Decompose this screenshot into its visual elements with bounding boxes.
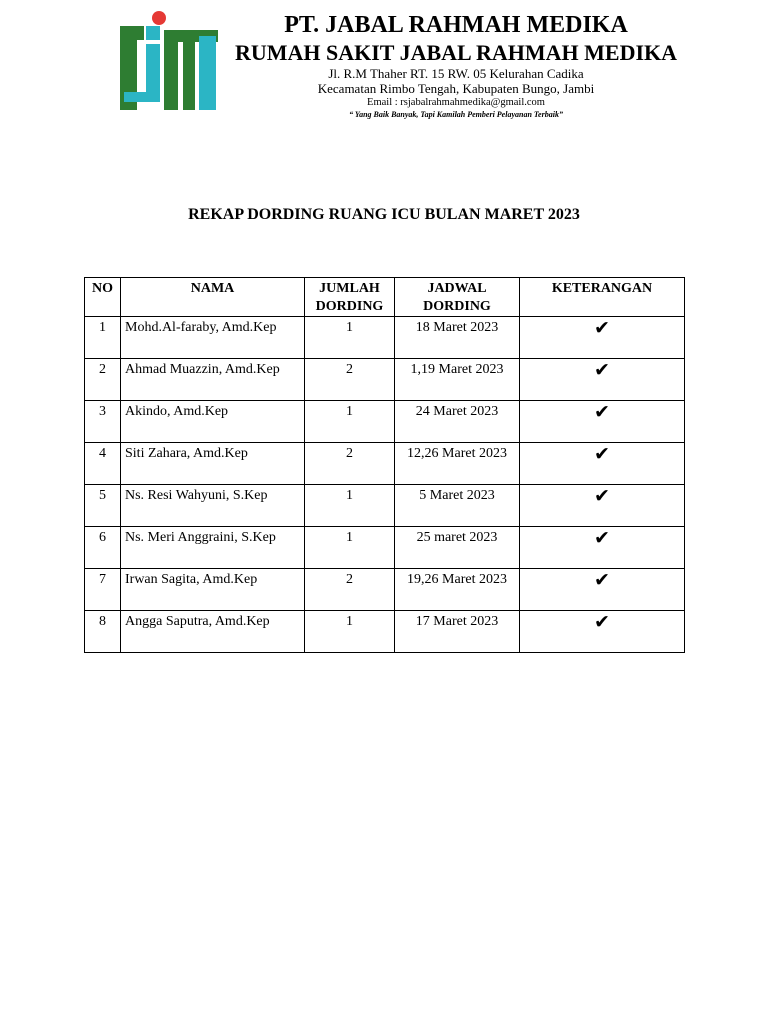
table-row — [85, 485, 685, 527]
cell-jumlah: 1 — [305, 401, 395, 443]
cell-jadwal: 24 Maret 2023 — [395, 401, 520, 443]
header-no: NO — [85, 278, 121, 317]
checkmark-icon: ✔ — [594, 317, 610, 339]
cell-nama: Ns. Meri Anggraini, S.Kep — [121, 527, 305, 569]
address-line-2: Kecamatan Rimbo Tengah, Kabupaten Bungo, Jambi — [317, 81, 595, 96]
cell-keterangan — [520, 443, 685, 485]
cell-keterangan — [520, 611, 685, 653]
letterhead — [118, 10, 688, 118]
cell-no: 4 — [85, 443, 121, 485]
cell-nama: Siti Zahara, Amd.Kep — [121, 443, 305, 485]
cell-no: 2 — [85, 359, 121, 401]
cell-nama: Ns. Resi Wahyuni, S.Kep — [121, 485, 305, 527]
cell-keterangan — [520, 485, 685, 527]
checkmark-icon: ✔ — [594, 401, 610, 423]
checkmark-icon: ✔ — [594, 485, 610, 507]
table-row — [85, 359, 685, 401]
cell-jadwal: 18 Maret 2023 — [395, 317, 520, 359]
table-row — [85, 527, 685, 569]
letterhead-text — [226, 12, 686, 120]
cell-jadwal: 25 maret 2023 — [395, 527, 520, 569]
cell-keterangan — [520, 569, 685, 611]
header-nama: NAMA — [121, 278, 305, 317]
cell-jadwal: 5 Maret 2023 — [395, 485, 520, 527]
checkmark-icon: ✔ — [594, 359, 610, 381]
cell-nama: Akindo, Amd.Kep — [121, 401, 305, 443]
cell-no: 7 — [85, 569, 121, 611]
cell-keterangan — [520, 317, 685, 359]
header-jadwal-dording — [395, 278, 520, 317]
cell-keterangan — [520, 359, 685, 401]
cell-no: 1 — [85, 317, 121, 359]
cell-no: 5 — [85, 485, 121, 527]
cell-nama: Irwan Sagita, Amd.Kep — [121, 569, 305, 611]
table-header-row — [85, 278, 685, 317]
cell-jadwal: 17 Maret 2023 — [395, 611, 520, 653]
cell-no: 8 — [85, 611, 121, 653]
cell-jumlah: 1 — [305, 527, 395, 569]
header-keterangan: KETERANGAN — [520, 278, 685, 317]
cell-jumlah: 2 — [305, 359, 395, 401]
table-row — [85, 611, 685, 653]
table-row — [85, 569, 685, 611]
cell-jumlah: 1 — [305, 611, 395, 653]
cell-jumlah: 1 — [305, 317, 395, 359]
checkmark-icon: ✔ — [594, 569, 610, 591]
company-name: PT. JABAL RAHMAH MEDIKA — [284, 12, 628, 38]
cell-jumlah: 1 — [305, 485, 395, 527]
slogan: “ Yang Baik Banyak, Tapi Kamilah Pemberi Pelayanan Terbaik” — [349, 110, 563, 119]
cell-jadwal: 19,26 Maret 2023 — [395, 569, 520, 611]
header-jumlah-dording — [305, 278, 395, 317]
header-jadwal-line1: JADWAL — [427, 281, 487, 296]
cell-jadwal: 12,26 Maret 2023 — [395, 443, 520, 485]
checkmark-icon: ✔ — [594, 443, 610, 465]
table-row — [85, 317, 685, 359]
cell-nama: Mohd.Al-faraby, Amd.Kep — [121, 317, 305, 359]
cell-nama: Ahmad Muazzin, Amd.Kep — [121, 359, 305, 401]
header-jadwal-line2: DORDING — [423, 299, 491, 314]
header-jumlah-line1: JUMLAH — [319, 281, 380, 296]
cell-jumlah: 2 — [305, 569, 395, 611]
table-row — [85, 401, 685, 443]
cell-keterangan — [520, 527, 685, 569]
checkmark-icon: ✔ — [594, 611, 610, 633]
hospital-logo — [118, 10, 220, 110]
cell-jumlah: 2 — [305, 443, 395, 485]
header-jumlah-line2: DORDING — [315, 299, 384, 314]
cell-keterangan — [520, 401, 685, 443]
cell-no: 3 — [85, 401, 121, 443]
checkmark-icon: ✔ — [594, 527, 610, 549]
cell-jadwal: 1,19 Maret 2023 — [395, 359, 520, 401]
rekap-table — [84, 277, 685, 653]
hospital-name: RUMAH SAKIT JABAL RAHMAH MEDIKA — [234, 40, 678, 65]
address-line-1: Jl. R.M Thaher RT. 15 RW. 05 Kelurahan Cadika — [328, 66, 584, 81]
email-line: Email : rsjabalrahmahmedika@gmail.com — [367, 97, 545, 108]
table-row — [85, 443, 685, 485]
document-title: REKAP DORDING RUANG ICU BULAN MARET 2023 — [188, 206, 580, 223]
cell-nama: Angga Saputra, Amd.Kep — [121, 611, 305, 653]
cell-no: 6 — [85, 527, 121, 569]
